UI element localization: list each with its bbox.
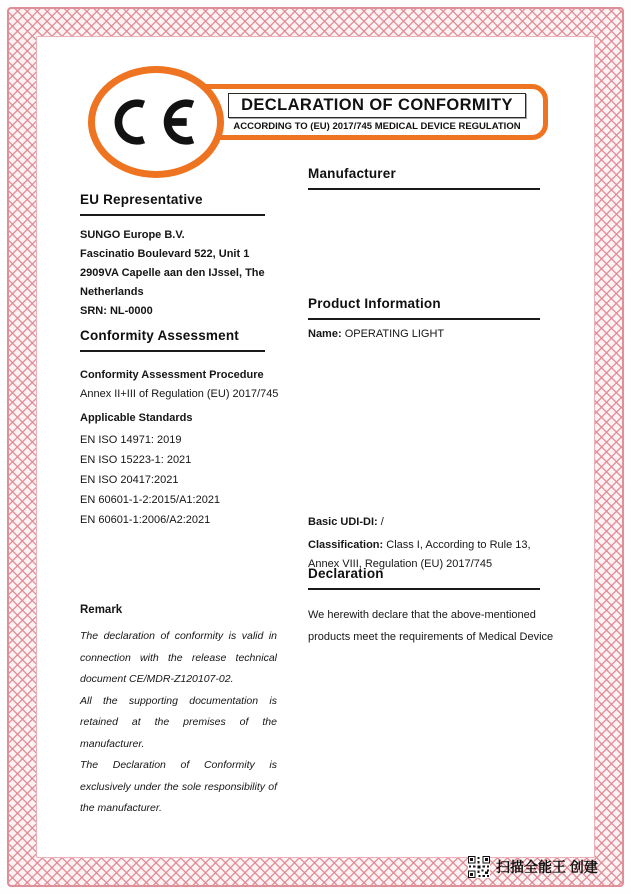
eu-rep-line-3: 2909VA Capelle aan den IJssel, The xyxy=(80,267,265,279)
procedure-value: Annex II+III of Regulation (EU) 2017/745 xyxy=(80,388,279,400)
ce-mark-icon xyxy=(113,93,199,151)
eu-rep-srn: SRN: NL-0000 xyxy=(80,305,153,317)
product-name-row xyxy=(308,328,548,340)
udi-value: / xyxy=(380,516,384,528)
remark-heading: Remark xyxy=(80,604,123,616)
conformity-procedure xyxy=(80,366,310,404)
eu-rep-line-4: Netherlands xyxy=(80,286,144,298)
document-title: DECLARATION OF CONFORMITY xyxy=(228,93,526,118)
product-information-heading: Product Information xyxy=(308,296,540,320)
eu-representative-heading: EU Representative xyxy=(80,192,265,216)
udi-label: Basic UDI-DI: xyxy=(308,516,378,528)
remark-paragraph-3: The Declaration of Conformity is exclusively under the sole responsibility of the manufacturer. xyxy=(80,759,277,814)
document-subtitle: ACCORDING TO (EU) 2017/745 MEDICAL DEVICE REGULATION xyxy=(233,120,521,132)
remark-body xyxy=(80,626,277,820)
standard-item: EN 60601-1-2:2015/A1:2021 xyxy=(80,494,221,506)
remark-paragraph-1: The declaration of conformity is valid in connection with the release technical document CE/MDR-Z120107-02. xyxy=(80,630,277,685)
conformity-assessment-heading: Conformity Assessment xyxy=(80,328,265,352)
standard-item: EN ISO 15223-1: 2021 xyxy=(80,454,192,466)
classification-value: Class I, According to Rule 13, Annex VIII, Regulation (EU) 2017/745 xyxy=(308,539,531,570)
eu-representative-address xyxy=(80,226,300,321)
scanner-watermark xyxy=(468,856,598,878)
declaration-text: We herewith declare that the above-mentioned products meet the requirements of Medical Device xyxy=(308,609,554,643)
standards-list xyxy=(80,430,310,530)
manufacturer-heading: Manufacturer xyxy=(308,166,540,190)
standard-item: EN 60601-1:2006/A2:2021 xyxy=(80,514,211,526)
qr-code-icon xyxy=(468,856,490,878)
eu-rep-line-1: SUNGO Europe B.V. xyxy=(80,229,185,241)
declaration-heading: Declaration xyxy=(308,566,540,590)
standard-item: EN ISO 20417:2021 xyxy=(80,474,179,486)
standards-label: Applicable Standards xyxy=(80,412,193,424)
watermark-text: 扫描全能王 创建 xyxy=(496,859,598,875)
standard-item: EN ISO 14971: 2019 xyxy=(80,434,182,446)
product-name-label: Name: xyxy=(308,328,342,340)
product-name-value: OPERATING LIGHT xyxy=(344,328,445,340)
basic-udi-row xyxy=(308,516,548,528)
ce-mark-badge xyxy=(88,66,224,178)
procedure-label: Conformity Assessment Procedure xyxy=(80,369,264,381)
classification-label: Classification: xyxy=(308,539,384,551)
remark-paragraph-2: All the supporting documentation is retained at the premises of the manufacturer. xyxy=(80,694,277,750)
eu-rep-line-2: Fascinatio Boulevard 522, Unit 1 xyxy=(80,248,250,260)
